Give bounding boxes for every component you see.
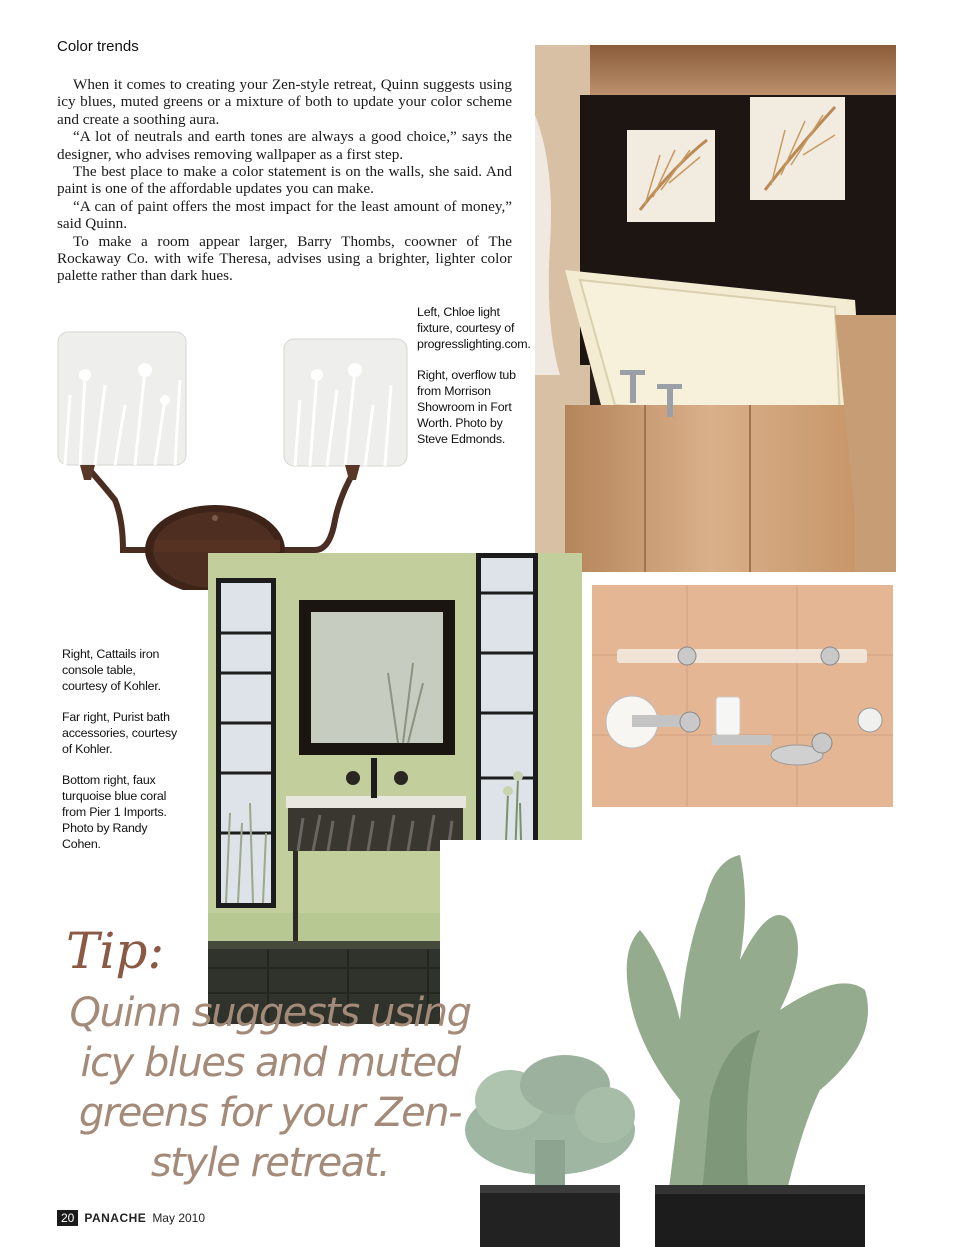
palm-art-right [750,97,845,200]
small-coral [465,1055,635,1247]
magazine-name: PANACHE [84,1211,147,1225]
caption-light-fixture: Left, Chloe light fixture, courtesy of progresslighting.com. [417,305,531,351]
article-paragraph: To make a room appear larger, Barry Thombs, coowner of The Rockaway Co. with wife Theresa, advises using a brighter, lighter color palette rather than dark hues. [57,232,512,285]
light-fixture-photo [55,325,415,590]
bathtub-photo [535,45,896,572]
issue-date: May 2010 [152,1211,206,1225]
tip-label: Tip: [66,922,165,980]
caption-coral: Bottom right, faux turquoise blue coral from Pier 1 Imports. Photo by Randy Cohen. [62,773,167,851]
tip-text: Quinn suggests using icy blues and muted greens for your Zen-style retreat. [69,990,471,1186]
left-window [216,578,276,908]
caption-top [417,304,532,462]
caption-console-table: Right, Cattails iron console table, courtesy of Kohler. [62,647,161,693]
article-paragraph: “A can of paint offers the most impact for the least amount of money,” said Quinn. [57,197,512,233]
palm-art-left [627,130,715,222]
left-shade [58,332,186,465]
caption-overflow-tub: Right, overflow tub from Morrison Showroom in Fort Worth. Photo by Steve Edmonds. [417,368,516,446]
bath-accessories-photo [592,585,893,807]
article-body [57,76,512,285]
page-number: 20 [57,1210,78,1226]
coral-photo [440,840,895,1247]
mirror [299,600,455,755]
section-title: Color trends [57,38,139,55]
caption-bath-accessories: Far right, Purist bath accessories, courtesy of Kohler. [62,710,177,756]
right-shade [284,339,407,466]
article-paragraph: “A lot of neutrals and earth tones are always a good choice,” says the designer, who advises removing wallpaper as a first step. [57,128,512,163]
article-paragraph: The best place to make a color statement is on the walls, she said. And paint is one of the affordable updates you can make. [57,163,512,198]
article-paragraph: When it comes to creating your Zen-style retreat, Quinn suggests using icy blues, muted greens or a mixture of both to update your color scheme and create a soothing aura. [57,76,512,128]
page-footer [57,1210,205,1226]
caption-left [62,646,180,867]
